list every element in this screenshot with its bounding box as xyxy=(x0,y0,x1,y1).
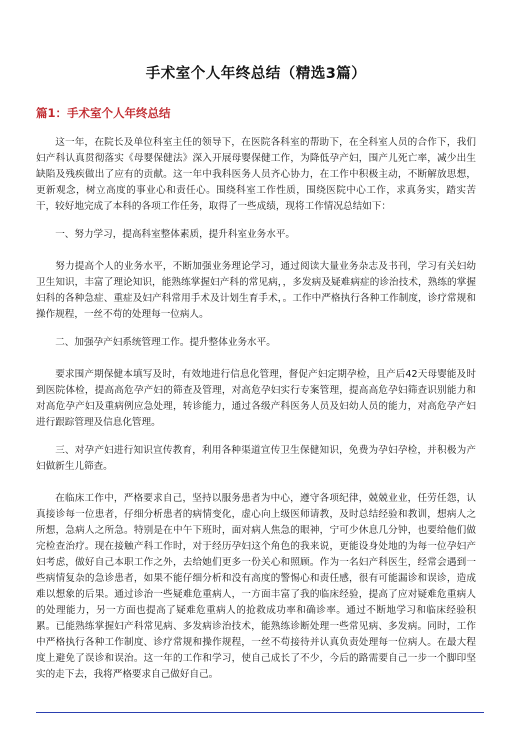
subheading-2: 二、加强孕产妇系统管理工作。提升整体业务水平。 xyxy=(55,337,276,348)
bottom-divider xyxy=(36,712,484,713)
paragraph-management: 要求围产期保健本填写及时，有效地进行信息化管理，督促产妇定期孕检，且产后42天母婴能及时到医院体检，提高高危孕产妇的筛查及管理，对高危孕妇实行专案管理，提高高危孕妇筛查识别能力和对高危孕产妇及重病例应急处理，转诊能力，通过各级产科医务人员及妇幼人员的能力，对高危孕产妇进行跟踪管理及信息化管理。 xyxy=(36,369,476,428)
paragraph-clinical: 在临床工作中，严格要求自己，坚持以服务患者为中心，遵守各项纪律，兢兢业业，任劳任怨，认真接诊每一位患者，仔细分析患者的病情变化，虚心向上级医师请教，及时总结经验和教训，想病人之所想，急病人之所急。特别是在中午下班时，面对病人焦急的眼神，宁可少休息几分钟，也要给他们做完检查治疗。现在接触产科工作时，对于经历孕妇这个角色的我来说，更能设身处地的为每一位孕妇产妇考虑，做好自己本职工作之外，去给她们更多一份关心和照顾。作为一名妇产科医生，经常会遇到一些病情复杂的急诊患者，如果不能仔细分析和没有高度的警惕心和责任感，很有可能漏诊和误诊，造成难以想象的后果。通过诊治一些疑难危重病人，一方面丰富了我的临床经验，提高了应对疑难危重病人的处理能力，另一方面也提高了疑难危重病人的抢救成功率和确诊率。通过不断地学习和临床经验积累。已能熟练掌握妇产科常见病、多发病诊治技术，能熟练诊断处理一些常见病、多发病。同时，工作中严格执行各种工作制度、诊疗常规和操作规程，一丝不苟接待并认真负责处理每一位病人。在最大程度上避免了误诊和误治。这一年的工作和学习，使自己成长了不少，今后的路需要自己一步一个脚印坚实的走下去，我将严格要求自己做好自己。 xyxy=(36,493,476,680)
section-heading: 篇1：手术室个人年终总结 xyxy=(36,106,171,120)
subheading-1: 一、努力学习，提高科室整体素质，提升科室业务水平。 xyxy=(55,229,296,240)
document-title: 手术室个人年终总结（精选3篇） xyxy=(145,66,367,82)
paragraph-study: 努力提高个人的业务水平，不断加强业务理论学习，通过阅读大量业务杂志及书刊，学习有关妇幼卫生知识，丰富了理论知识，能熟练掌握妇产科的常见病，，多发病及疑难病症的诊治技术，熟练的掌握妇科的各种急症、重症及妇产科常用手术及计划生育手术，。工作中严格执行各种工作制度，诊疗常规和操作规程，一丝不苟的处理每一位病人。 xyxy=(36,261,476,320)
subheading-3: 三、对孕产妇进行知识宣传教育，利用各种渠道宣传卫生保健知识，免费为孕妇孕检，并积极为产妇做新生儿筛查。 xyxy=(36,445,476,472)
intro-paragraph: 这一年，在院长及单位科室主任的领导下，在医院各科室的帮助下，在全科室人员的合作下，我们妇产科认真贯彻落实《母婴保健法》深入开展母婴保健工作，为降低孕产妇，围产儿死亡率，减少出生缺陷及残疾做出了应有的贡献。这一年中我科医务人员齐心协力，在工作中积极主动，不断解放思想，更新观念，树立高度的事业心和责任心。围绕科室工作性质，围绕医院中心工作，求真务实，踏实苦干，较好地完成了本科的各项工作任务，取得了一些成绩，现将工作情况总结如下： xyxy=(36,137,476,212)
